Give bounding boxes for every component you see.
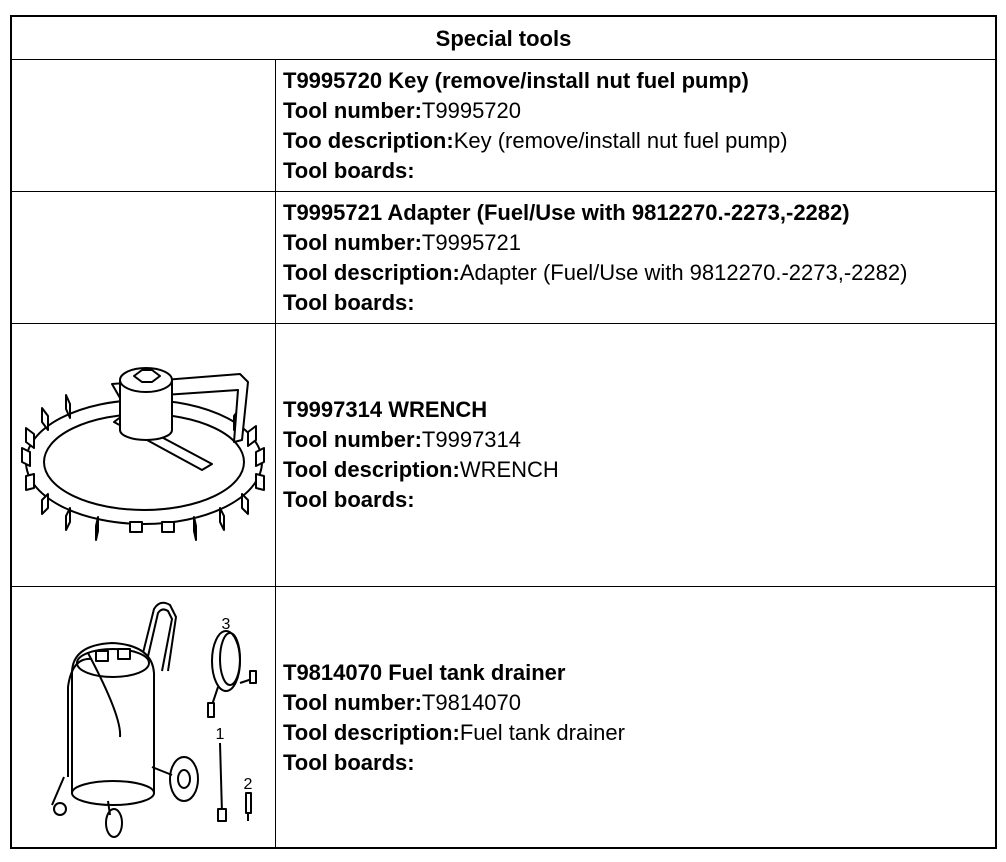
tool-row-t9814070	[12, 587, 995, 849]
tool-row-t9997314	[12, 324, 995, 587]
tool-number-line	[283, 688, 991, 718]
table-header: Special tools	[12, 17, 995, 60]
tool-description-line	[283, 258, 991, 288]
tool-boards-label: Tool boards:	[283, 289, 415, 315]
tool-row-t9995720	[12, 60, 995, 192]
tool-title: T9995720 Key (remove/install nut fuel pump)	[283, 67, 749, 93]
tool-description-label: Tool description:	[283, 720, 460, 745]
tool-number-value: T9995721	[421, 229, 522, 255]
tool-description-value: Adapter (Fuel/Use with 9812270.-2273,-2282)	[459, 259, 908, 285]
tool-description-label: Tool description:	[283, 259, 460, 285]
wrench-tool-illustration	[12, 324, 274, 584]
tool-image-cell-empty	[12, 192, 276, 323]
tool-number-value: T9995720	[421, 97, 522, 123]
tool-number-value: T9814070	[421, 690, 522, 715]
callout-2: 2	[243, 776, 253, 793]
tool-description-label: Too description:	[283, 127, 454, 153]
tool-image-cell	[12, 324, 276, 586]
tool-number-line	[283, 228, 991, 258]
tool-title: T9814070 Fuel tank drainer	[283, 660, 566, 685]
tool-image-cell-empty	[12, 60, 276, 191]
tool-description-value: Fuel tank drainer	[459, 720, 625, 745]
tool-number-line	[283, 96, 991, 126]
fuel-tank-drainer-illustration	[12, 587, 274, 847]
tool-number-label: Tool number:	[283, 427, 422, 452]
tool-number-line	[283, 425, 991, 455]
tool-boards-label: Tool boards:	[283, 157, 415, 183]
tool-description-value: WRENCH	[459, 457, 559, 482]
tool-description-label: Tool description:	[283, 457, 460, 482]
tool-boards-label: Tool boards:	[283, 487, 415, 512]
tool-number-label: Tool number:	[283, 229, 422, 255]
tool-description-value: Key (remove/install nut fuel pump)	[453, 127, 788, 153]
tool-info	[283, 192, 991, 323]
tool-info	[283, 587, 991, 849]
tool-description-line	[283, 455, 991, 485]
tool-image-cell	[12, 587, 276, 849]
special-tools-table	[10, 15, 997, 849]
tool-number-value: T9997314	[421, 427, 522, 452]
tool-row-t9995721	[12, 192, 995, 324]
tool-description-line	[283, 718, 991, 748]
callout-3: 3	[221, 616, 231, 633]
tool-info	[283, 324, 991, 586]
tool-info	[283, 60, 991, 191]
tool-number-label: Tool number:	[283, 97, 422, 123]
tool-description-line	[283, 126, 991, 156]
tool-number-label: Tool number:	[283, 690, 422, 715]
tool-boards-label: Tool boards:	[283, 750, 415, 775]
tool-title: T9997314 WRENCH	[283, 397, 488, 422]
tool-title: T9995721 Adapter (Fuel/Use with 9812270.-2273,-2282)	[283, 199, 850, 225]
callout-1: 1	[215, 726, 225, 743]
